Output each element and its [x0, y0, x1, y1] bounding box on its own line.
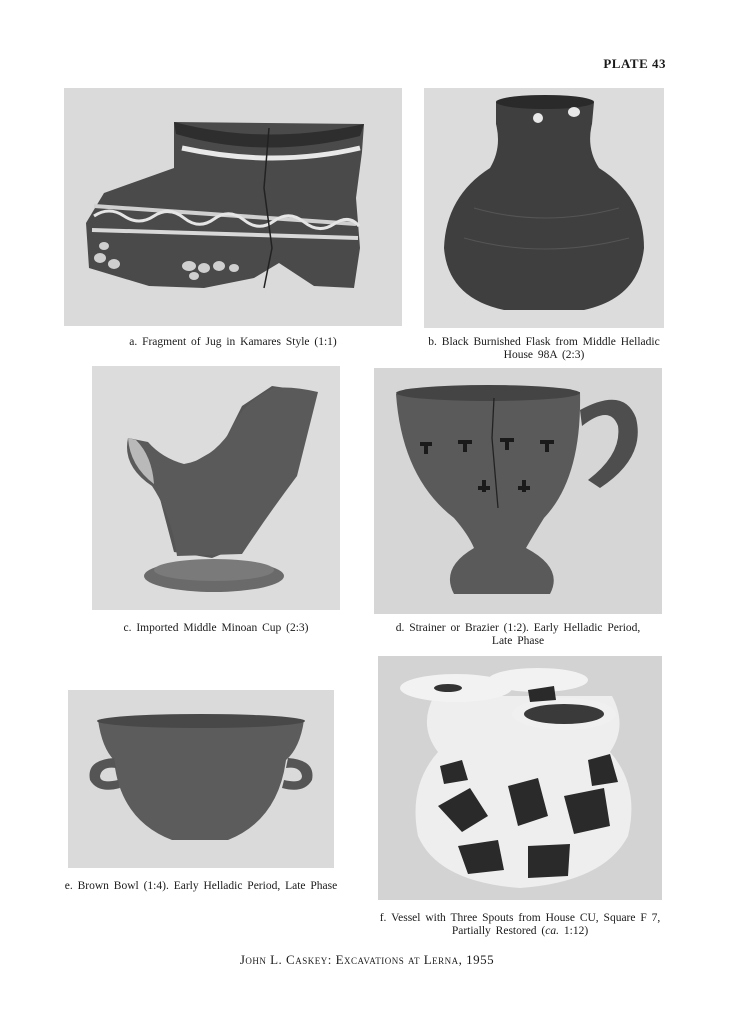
caption-b-line2: House 98A (2:3) — [503, 349, 585, 361]
caption-d-line2: Late Phase — [491, 635, 545, 647]
caption-f — [370, 912, 670, 938]
caption-d — [374, 622, 662, 648]
photo-black-burnished-flask — [424, 88, 664, 328]
caption-b — [414, 336, 674, 362]
caption-d-line1: d. Strainer or Brazier (1:2). Early Helladic Period, — [395, 622, 641, 634]
caption-a: a. Fragment of Jug in Kamares Style (1:1) — [129, 336, 337, 348]
caption-e: e. Brown Bowl (1:4). Early Helladic Period, Late Phase — [64, 880, 338, 892]
plate-number: PLATE 43 — [603, 56, 666, 71]
caption-f-line2-post: 1:12) — [559, 925, 589, 937]
caption-b-line1: b. Black Burnished Flask from Middle Helladic — [428, 336, 660, 348]
caption-f-line2 — [370, 925, 670, 938]
page-footer: John L. Caskey: Excavations at Lerna, 1955 — [239, 952, 495, 967]
caption-f-line2-italic: ca. — [545, 925, 559, 937]
photo-vessel-three-spouts — [378, 656, 662, 900]
photo-brown-bowl — [68, 690, 334, 868]
caption-c: c. Imported Middle Minoan Cup (2:3) — [123, 622, 309, 634]
photo-kamares-jug-fragment — [64, 88, 402, 326]
photo-strainer-or-brazier — [374, 368, 662, 614]
caption-f-line2-pre: Partially Restored ( — [451, 925, 546, 937]
caption-f-line1: f. Vessel with Three Spouts from House CU, Square F 7, — [379, 912, 661, 924]
photo-middle-minoan-cup — [92, 366, 340, 610]
